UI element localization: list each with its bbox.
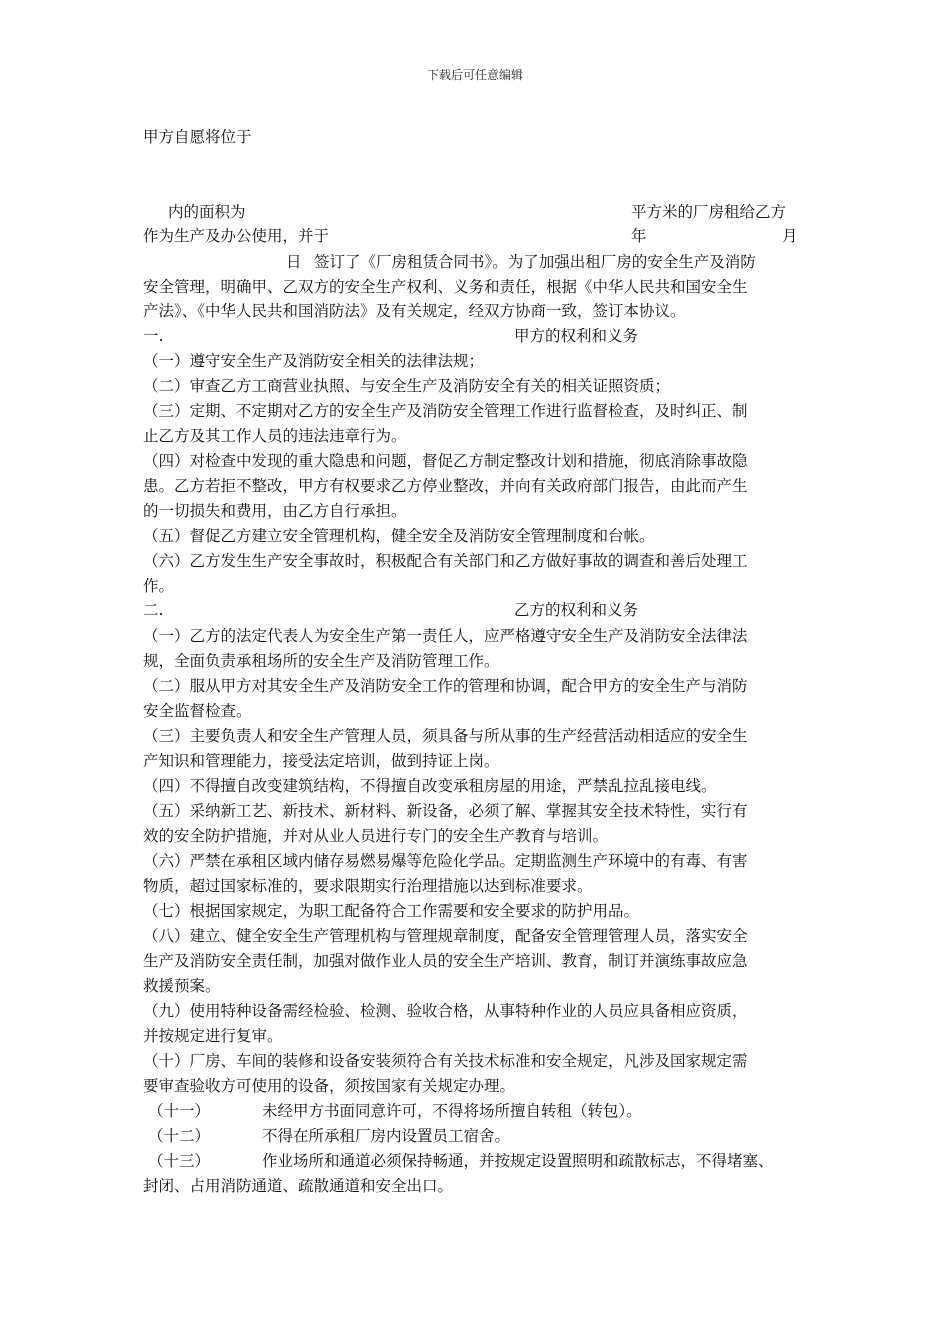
intro-line-4a: 日: [286, 253, 302, 271]
section-1-line: （一）遵守安全生产及消防安全相关的法律法规；: [143, 352, 485, 370]
section-1-number: 一.: [143, 327, 164, 345]
section-2-line: 安全监督检查。: [143, 702, 252, 720]
intro-line-2b: 平方米的厂房租给乙方: [631, 203, 787, 221]
intro-line-3a: 作为生产及办公使用，并于: [143, 227, 330, 245]
section-2-line: 生产及消防安全责任制，加强对做作业人员的安全生产培训、教育，制订并演练事故应急: [143, 952, 748, 970]
intro-line-3c: 月: [782, 227, 798, 245]
item-number: （十二）: [148, 1127, 211, 1145]
section-2-line: （八）建立、健全安全生产管理机构与管理规章制度，配备安全管理管理人员，落实安全: [143, 927, 748, 945]
section-1-line: 患。乙方若拒不整改，甲方有权要求乙方停业整改，并向有关政府部门报告，由此而产生: [143, 477, 748, 495]
item-text: 未经甲方书面同意许可，不得将场所擅自转租（转包）。: [262, 1102, 642, 1120]
section-1-line: （三）定期、不定期对乙方的安全生产及消防安全管理工作进行监督检查，及时纠正、制: [143, 402, 748, 420]
section-2-line: 并按规定进行复审。: [143, 1027, 283, 1045]
section-2-line: （三）主要负责人和安全生产管理人员，须具备与所从事的生产经营活动相适应的安全生: [143, 727, 748, 745]
section-2-line: （五）采纳新工艺、新技术、新材料、新设备，必须了解、掌握其安全技术特性，实行有: [143, 802, 748, 820]
section-1-title: 甲方的权利和义务: [514, 327, 639, 345]
item-number: （十三）: [148, 1152, 211, 1170]
section-2-line: （六）严禁在承租区域内储存易燃易爆等危险化学品。定期监测生产环境中的有毒、有害: [143, 852, 748, 870]
section-2-line: 要审查验收方可使用的设备，须按国家有关规定办理。: [143, 1077, 516, 1095]
section-1-line: 止乙方及其工作人员的违法违章行为。: [143, 427, 407, 445]
page-header: 下载后可任意编辑: [426, 68, 523, 82]
section-1-line: （五）督促乙方建立安全管理机构，健全安全及消防安全管理制度和台帐。: [143, 527, 655, 545]
section-2-line: （十）厂房、车间的装修和设备安装须符合有关技术标准和安全规定，凡涉及国家规定需: [143, 1052, 748, 1070]
section-2-line: 产知识和管理能力，接受法定培训，做到持证上岗。: [143, 752, 500, 770]
section-1-line: 作。: [143, 577, 175, 595]
intro-line-2a: 内的面积为: [168, 203, 246, 221]
section-2-line: （一）乙方的法定代表人为安全生产第一责任人，应严格遵守安全生产及消防安全法律法: [143, 627, 748, 645]
section-2-line: 规，全面负责承租场所的安全生产及消防管理工作。: [143, 652, 500, 670]
section-2-line: （四）不得擅自改变建筑结构，不得擅自改变承租房屋的用途，严禁乱拉乱接电线。: [143, 777, 717, 795]
intro-line-1: 甲方自愿将位于: [143, 128, 252, 146]
section-1-line: 的一切损失和费用，由乙方自行承担。: [143, 502, 407, 520]
section-2-line: （九）使用特种设备需经检验、检测、验收合格，从事特种作业的人员应具备相应资质，: [143, 1002, 748, 1020]
intro-line-3b: 年: [631, 227, 647, 245]
item-number: （十一）: [148, 1102, 211, 1120]
section-2-line: （七）根据国家规定，为职工配备符合工作需要和安全要求的防护用品。: [143, 902, 640, 920]
section-2-line: 救援预案。: [143, 977, 221, 995]
intro-line-5: 安全管理，明确甲、乙双方的安全生产权利、义务和责任，根据《中华人民共和国安全生: [143, 278, 748, 296]
intro-line-4b: 签订了《厂房租赁合同书》。为了加强出租厂房的安全生产及消防: [314, 253, 756, 271]
section-1-line: （六）乙方发生生产安全事故时，积极配合有关部门和乙方做好事故的调查和善后处理工: [143, 552, 748, 570]
section-2-last-line: 封闭、占用消防通道、疏散通道和安全出口。: [143, 1177, 454, 1195]
section-2-number: 二.: [143, 601, 164, 619]
section-2-line: （二）服从甲方对其安全生产及消防安全工作的管理和协调，配合甲方的安全生产与消防: [143, 677, 748, 695]
section-2-title: 乙方的权利和义务: [514, 601, 639, 619]
section-2-line: 物质，超过国家标准的，要求限期实行治理措施以达到标准要求。: [143, 877, 593, 895]
section-2-line: 效的安全防护措施，并对从业人员进行专门的安全生产教育与培训。: [143, 827, 609, 845]
section-1-line: （四）对检查中发现的重大隐患和问题，督促乙方制定整改计划和措施，彻底消除事故隐: [143, 452, 748, 470]
intro-line-6: 产法》、《中华人民共和国消防法》及有关规定，经双方协商一致，签订本协议。: [143, 302, 686, 320]
item-text: 不得在所承租厂房内设置员工宿舍。: [262, 1127, 511, 1145]
section-1-line: （二）审查乙方工商营业执照、与安全生产及消防安全有关的相关证照资质；: [143, 377, 671, 395]
item-text: 作业场所和通道必须保持畅通，并按规定设置照明和疏散标志，不得堵塞、: [262, 1152, 774, 1170]
